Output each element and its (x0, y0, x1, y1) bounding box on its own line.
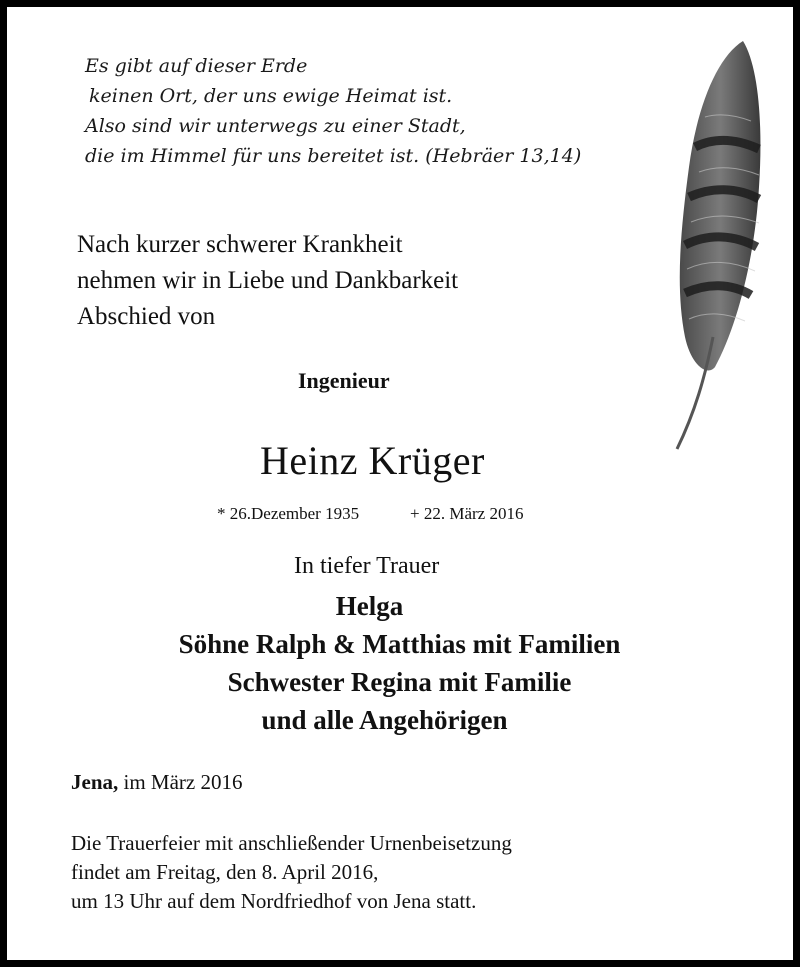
mourner-line: Söhne Ralph & Matthias mit Familien (178, 629, 621, 659)
verse-block (85, 51, 581, 171)
intro-block (77, 227, 458, 335)
feather-vane (680, 41, 761, 370)
verse-line: die im Himmel für uns bereitet ist. (Hebräer 13,14) (85, 145, 582, 167)
death-date: + 22. März 2016 (410, 504, 524, 523)
mourners-list (127, 587, 672, 739)
deceased-name: Heinz Krüger (260, 438, 485, 483)
funeral-line: findet am Freitag, den 8. April 2016, (71, 860, 379, 884)
place-date (71, 770, 242, 795)
funeral-line: Die Trauerfeier mit anschließender Urnenbeisetzung (71, 831, 512, 855)
birth-date: * 26.Dezember 1935 (217, 504, 360, 523)
intro-line: Abschied von (77, 303, 216, 330)
feather-icon (655, 37, 775, 457)
verse-line: keinen Ort, der uns ewige Heimat ist. (89, 85, 453, 107)
funeral-line: um 13 Uhr auf dem Nordfriedhof von Jena statt. (71, 889, 477, 913)
mourning-heading: In tiefer Trauer (294, 553, 440, 579)
intro-line: nehmen wir in Liebe und Dankbarkeit (77, 267, 459, 294)
place-city: Jena, (71, 770, 119, 794)
mourner-line: und alle Angehörigen (261, 705, 508, 735)
intro-line: Nach kurzer schwerer Krankheit (77, 231, 403, 258)
verse-line: Also sind wir unterwegs zu einer Stadt, (85, 115, 466, 137)
verse-line: Es gibt auf dieser Erde (85, 55, 308, 77)
mourner-line: Schwester Regina mit Familie (227, 667, 572, 697)
place-month: im März 2016 (123, 770, 243, 794)
funeral-info (71, 829, 512, 916)
deceased-title: Ingenieur (298, 368, 390, 393)
mourner-line: Helga (335, 591, 404, 621)
